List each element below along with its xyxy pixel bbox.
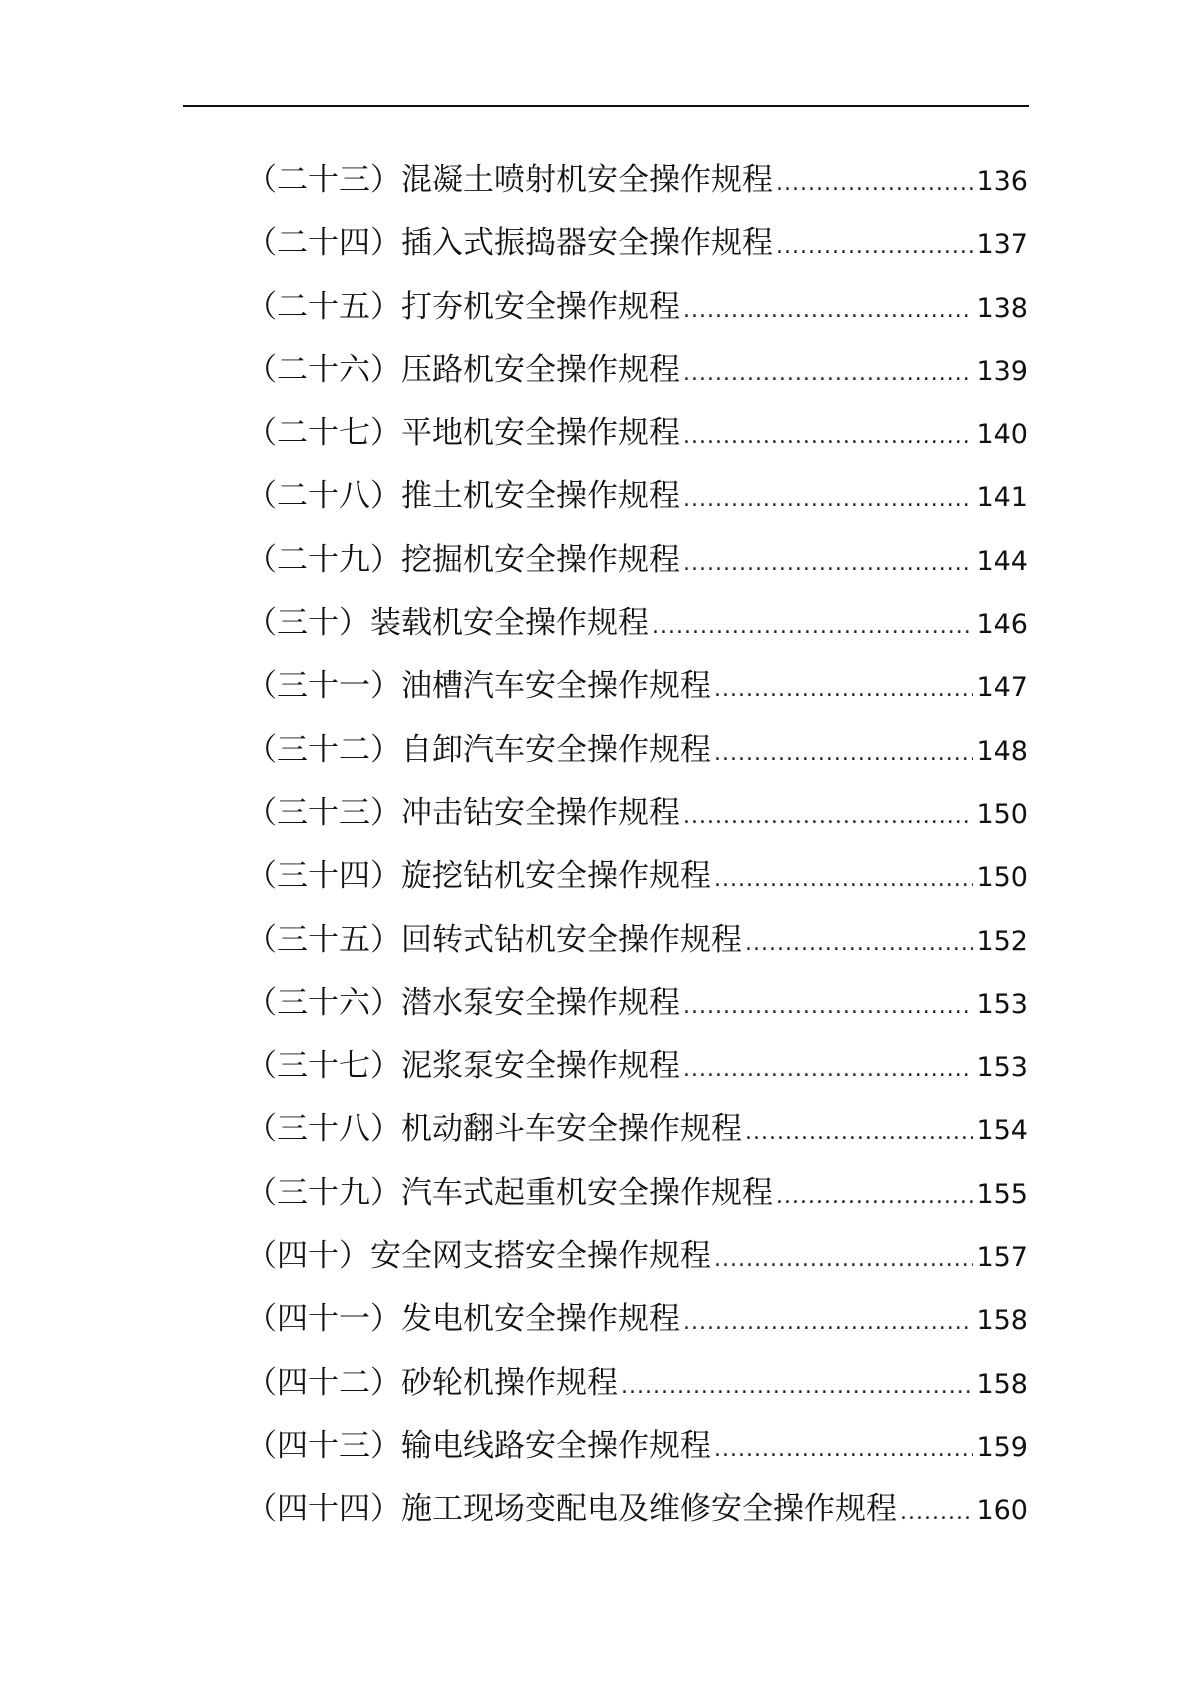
toc-entry[interactable] bbox=[246, 666, 1028, 729]
toc-entry-title: （四十一）发电机安全操作规程 bbox=[246, 1301, 680, 1338]
toc-entry-page: 153 bbox=[976, 988, 1028, 1020]
toc-entry-page: 148 bbox=[976, 735, 1028, 767]
dot-leader bbox=[683, 544, 973, 584]
dot-leader bbox=[714, 1430, 973, 1470]
dot-leader bbox=[714, 1240, 973, 1280]
toc-entry-title: （三十九）汽车式起重机安全操作规程 bbox=[246, 1174, 773, 1211]
toc-entry[interactable] bbox=[246, 1109, 1028, 1172]
toc-entry[interactable] bbox=[246, 1426, 1028, 1489]
toc-entry-page: 141 bbox=[976, 482, 1028, 514]
toc-entry-page: 154 bbox=[976, 1115, 1028, 1147]
dot-leader bbox=[776, 1177, 973, 1217]
dot-leader bbox=[745, 1113, 973, 1153]
dot-leader bbox=[714, 860, 973, 900]
dot-leader bbox=[683, 1303, 973, 1343]
toc-entry-page: 140 bbox=[976, 419, 1028, 451]
toc-entry-page: 150 bbox=[976, 862, 1028, 894]
toc-entry[interactable] bbox=[246, 856, 1028, 919]
toc-entry[interactable] bbox=[246, 350, 1028, 413]
toc-entry[interactable] bbox=[246, 1046, 1028, 1109]
toc-entry-page: 157 bbox=[976, 1242, 1028, 1274]
dot-leader bbox=[776, 227, 973, 267]
toc-entry[interactable] bbox=[246, 540, 1028, 603]
toc-entry-title: （二十九）挖掘机安全操作规程 bbox=[246, 541, 680, 578]
toc-entry-page: 137 bbox=[976, 229, 1028, 261]
toc-entry[interactable] bbox=[246, 1236, 1028, 1299]
toc-entry-title: （二十六）压路机安全操作规程 bbox=[246, 351, 680, 388]
header-divider bbox=[183, 105, 1029, 107]
toc-entry-page: 147 bbox=[976, 672, 1028, 704]
table-of-contents bbox=[246, 160, 1028, 1553]
toc-entry-title: （三十八）机动翻斗车安全操作规程 bbox=[246, 1111, 742, 1148]
toc-entry-title: （四十）安全网支搭安全操作规程 bbox=[246, 1238, 711, 1275]
toc-entry[interactable] bbox=[246, 1173, 1028, 1236]
toc-entry-page: 155 bbox=[976, 1178, 1028, 1210]
toc-entry[interactable] bbox=[246, 287, 1028, 350]
toc-entry-page: 152 bbox=[976, 925, 1028, 957]
toc-entry[interactable] bbox=[246, 1299, 1028, 1362]
dot-leader bbox=[683, 291, 973, 331]
toc-entry-title: （二十七）平地机安全操作规程 bbox=[246, 415, 680, 452]
toc-entry-title: （三十七）泥浆泵安全操作规程 bbox=[246, 1048, 680, 1085]
dot-leader bbox=[714, 670, 973, 710]
toc-entry-title: （三十六）潜水泵安全操作规程 bbox=[246, 984, 680, 1021]
dot-leader bbox=[683, 797, 973, 837]
toc-entry-page: 136 bbox=[976, 166, 1028, 197]
toc-entry-title: （四十三）输电线路安全操作规程 bbox=[246, 1427, 711, 1464]
dot-leader bbox=[714, 734, 973, 774]
toc-entry-title: （三十一）油槽汽车安全操作规程 bbox=[246, 668, 711, 705]
toc-entry[interactable] bbox=[246, 223, 1028, 286]
dot-leader bbox=[776, 164, 973, 204]
toc-entry[interactable] bbox=[246, 983, 1028, 1046]
toc-entry-page: 138 bbox=[976, 292, 1028, 324]
toc-entry-title: （二十五）打夯机安全操作规程 bbox=[246, 288, 680, 325]
toc-entry[interactable] bbox=[246, 1363, 1028, 1426]
toc-entry-page: 139 bbox=[976, 355, 1028, 387]
dot-leader bbox=[683, 417, 973, 457]
toc-entry[interactable] bbox=[246, 793, 1028, 856]
toc-entry-title: （二十八）推土机安全操作规程 bbox=[246, 478, 680, 515]
toc-entry-page: 150 bbox=[976, 798, 1028, 830]
toc-entry-page: 158 bbox=[976, 1305, 1028, 1337]
toc-entry-title: （三十二）自卸汽车安全操作规程 bbox=[246, 731, 711, 768]
toc-entry-title: （二十四）插入式振捣器安全操作规程 bbox=[246, 225, 773, 262]
toc-entry[interactable] bbox=[246, 920, 1028, 983]
toc-entry[interactable] bbox=[246, 413, 1028, 476]
dot-leader bbox=[683, 1050, 973, 1090]
toc-entry[interactable] bbox=[246, 1489, 1028, 1552]
toc-entry-title: （四十四）施工现场变配电及维修安全操作规程 bbox=[246, 1491, 897, 1528]
toc-entry-title: （二十三）混凝土喷射机安全操作规程 bbox=[246, 162, 773, 198]
toc-entry[interactable] bbox=[246, 730, 1028, 793]
toc-entry[interactable] bbox=[246, 603, 1028, 666]
toc-entry-title: （三十三）冲击钻安全操作规程 bbox=[246, 794, 680, 831]
dot-leader bbox=[683, 354, 973, 394]
toc-entry-title: （三十五）回转式钻机安全操作规程 bbox=[246, 921, 742, 958]
toc-entry[interactable] bbox=[246, 476, 1028, 539]
toc-entry-page: 146 bbox=[976, 609, 1028, 641]
dot-leader bbox=[900, 1493, 973, 1533]
dot-leader bbox=[683, 987, 973, 1027]
toc-entry-page: 158 bbox=[976, 1368, 1028, 1400]
toc-entry-title: （四十二）砂轮机操作规程 bbox=[246, 1364, 618, 1401]
toc-entry-page: 159 bbox=[976, 1431, 1028, 1463]
toc-entry-page: 144 bbox=[976, 545, 1028, 577]
toc-entry-page: 153 bbox=[976, 1052, 1028, 1084]
dot-leader bbox=[652, 607, 973, 647]
toc-entry-title: （三十四）旋挖钻机安全操作规程 bbox=[246, 858, 711, 895]
dot-leader bbox=[745, 924, 973, 964]
toc-entry-page: 160 bbox=[976, 1495, 1028, 1527]
toc-entry[interactable] bbox=[246, 160, 1028, 223]
dot-leader bbox=[683, 480, 973, 520]
dot-leader bbox=[621, 1367, 973, 1407]
toc-entry-title: （三十）装载机安全操作规程 bbox=[246, 605, 649, 642]
